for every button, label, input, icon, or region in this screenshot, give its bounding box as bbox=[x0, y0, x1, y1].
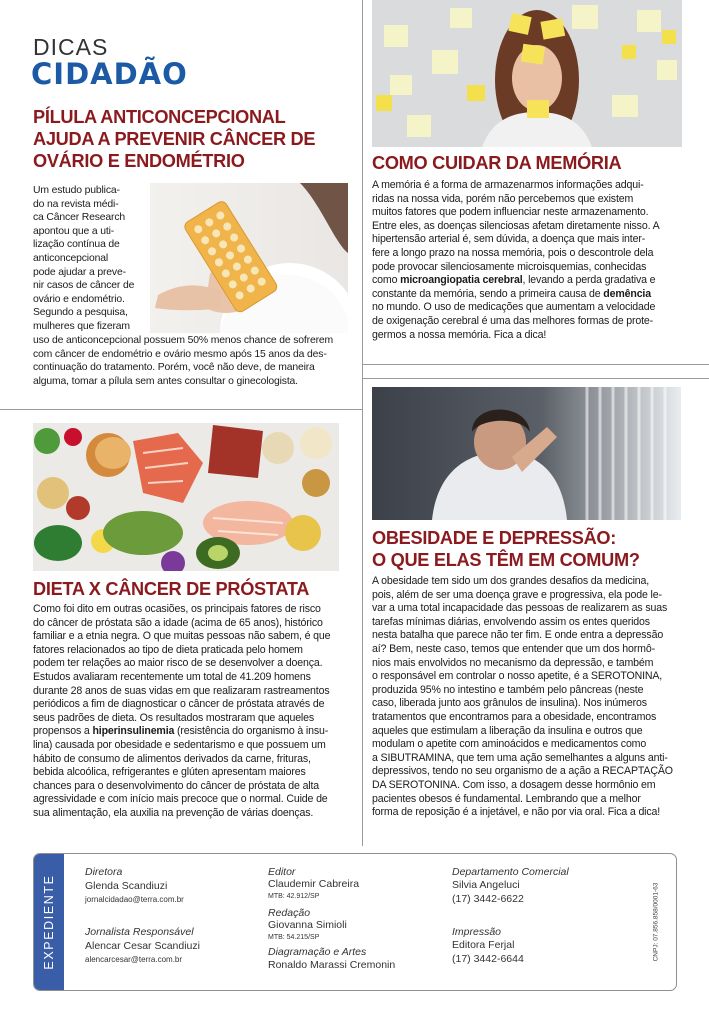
jornalista-email: alencarcesar@terra.com.br bbox=[85, 955, 183, 964]
editor-role: Editor bbox=[268, 866, 296, 878]
comercial-phone: (17) 3442-6622 bbox=[452, 893, 524, 905]
comercial-role: Departamento Comercial bbox=[452, 866, 569, 878]
editor-name: Claudemir Cabreira bbox=[268, 878, 360, 890]
diagramacao-name: Ronaldo Marassi Cremonin bbox=[268, 959, 396, 971]
masthead-dicas: DICAS bbox=[33, 34, 109, 60]
diretora-name: Glenda Scandiuzi bbox=[85, 880, 168, 892]
jornalista-name: Alencar Cesar Scandiuzi bbox=[85, 940, 200, 952]
expediente-tab bbox=[34, 854, 64, 990]
masthead-cidadao: CIDADÃO bbox=[31, 57, 188, 91]
impressao-phone: (17) 3442-6644 bbox=[452, 953, 524, 965]
expediente-col-3 bbox=[452, 866, 622, 966]
diet-bold-line: propensos a hiperinsulinemia (resistência do organismo à insu- bbox=[33, 725, 329, 738]
pill-article-title: PÍLULA ANTICONCEPCIONAL AJUDA A PREVENIR CÂNCER DE OVÁRIO E ENDOMÉTRIO bbox=[33, 107, 316, 171]
obesity-article-title: OBESIDADE E DEPRESSÃO: O QUE ELAS TÊM EM COMUM? bbox=[372, 528, 640, 570]
healthy-food-photo bbox=[33, 423, 339, 571]
cnpj-text: CNPJ: 07.856.858/0001-63 bbox=[652, 882, 660, 962]
obesity-article-body: A obesidade tem sido um dos grandes desafios da medicina, pois, além de ser uma doença grave e progressiva, ela pode le- var a uma total incapacidade das pessoas de realizarem as suas tarefas mínimas diárias, envolvendo assim os entes queridos nesta batalha que parece não ter fim. E onde entra a depressão aí? Bem, neste caso, temos que entender que um dos hormô- nios mais envolvidos no mecanismo da depressão, e também o responsável em controlar o nosso apetite, é a SEROTONINA, produzida 95% no intestino e também pelo pâncreas (neste caso, liberada junto aos grânulos de insulina). Nos inúmeros tratamentos que encontramos para a obesidade, encontramos aqueles que estimulam a liberação da insulina e outros que modulam o apetite com aminoácidos e medicamentos como a SIBUTRAMINA, que tem uma ação semelhantes a alguns anti- depressivos, tendo no seu organismo de a ação a RECAPTAÇÃO DA SEROTONINA. Com isso, a dosagem desse hormônio em pacientes obesos é fundamental. Lembrando que a melhor forma de reposição é a injetável, e não por via oral. Fica a dica! bbox=[372, 575, 673, 819]
memory-article-body: A memória é a forma de armazenarmos informações adqui- ridas na nossa vida, porém não percebemos que existem muitos fatores que podem influenciar neste armazenamento. Entre eles, as doenças silenciosas afetam diretamente nisso. A hipertensão arterial é, sem dúvida, a doença que mais inter- fere a longo prazo na nossa memória, pois o descontrole dela pode provocar silenciosamente microisquemias, conhecidas como microangiopatia cerebral, levando a perda gradativa e constante da memória, sendo a primeira causa de demência no mundo. O uso de medicações que aumentam a velocidade de oxigenação cerebral é uma das melhores formas de prote- germos a nossa memória. Fica a dica! bbox=[372, 179, 682, 342]
depressed-woman-photo bbox=[372, 387, 681, 520]
memory-article-frame bbox=[362, 0, 709, 365]
impressao-role: Impressão bbox=[452, 926, 502, 938]
diretora-role: Diretora bbox=[85, 866, 123, 878]
woman-holding-pills-illustration bbox=[150, 183, 348, 333]
jornalista-role: Jornalista Responsável bbox=[85, 926, 194, 938]
comercial-name: Silvia Angeluci bbox=[452, 879, 520, 891]
memory-bold-line-2: constante da memória, sendo a primeira causa de demência bbox=[372, 287, 651, 300]
expediente-col-2 bbox=[268, 866, 448, 972]
expediente-tab-label: EXPEDIENTE bbox=[42, 874, 56, 970]
editor-mtb: MTB: 42.912/SP bbox=[268, 893, 320, 900]
woman-at-window-illustration bbox=[372, 387, 681, 520]
contraceptive-pill-photo bbox=[150, 183, 348, 333]
diretora-email: jornalcidadao@terra.com.br bbox=[85, 895, 184, 904]
expediente-col-1 bbox=[85, 866, 265, 967]
impressao-name: Editora Ferjal bbox=[452, 939, 515, 951]
memory-bold-line-1: como microangiopatia cerebral, levando a perda gradativa e bbox=[372, 274, 656, 287]
diet-article-body: Como foi dito em outras ocasiões, os principais fatores de risco do câncer de próstata são a idade (acima de 65 anos), histórico familiar e a etnia negra. O que muitas pessoas não sabem, é que fatores relacionados ao tipo de dieta praticada pelo homem podem ter relações ao maior risco de se desenvolver a doença. Estudos avaliaram recentemente um total de 41.209 homens durante 28 anos de suas vidas em que realizaram rastreamentos periódicos a fim de diagnosticar o câncer de próstata através de seus padrões de dieta. Os resultados mostraram que aqueles propensos a hiperinsulinemia (resistência do organismo à insu- lina) causada por obesidade e sedentarismo e que possuem um hábito de consumo de alimentos derivados da carne, frituras, bebida alcoólica, refrigerantes e glúten apresentam maiores chances para o desenvolvimento do câncer de próstata de alta agressividade e com início mais precoce que o normal. Cuide de sua alimentação, ela auxilia na prevenção de várias doenças. bbox=[33, 603, 345, 821]
pill-article-body-narrow: Um estudo publica- do na revista médi- ca Câncer Research apontou que a uti- lização contínua de anticoncepcional pode ajudar a preve- nir casos de câncer de ovário e endométrio. Segundo a pesquisa, mulheres que fizeram bbox=[33, 185, 135, 332]
food-spread-illustration bbox=[33, 423, 339, 571]
diagramacao-role: Diagramação e Artes bbox=[268, 946, 367, 958]
redacao-role: Redação bbox=[268, 907, 311, 919]
memory-article-title: COMO CUIDAR DA MEMÓRIA bbox=[372, 153, 622, 173]
redacao-name: Giovanna Simioli bbox=[268, 919, 347, 931]
diet-article-title: DIETA X CÂNCER DE PRÓSTATA bbox=[33, 579, 310, 599]
redacao-mtb: MTB: 54.215/SP bbox=[268, 934, 320, 941]
pill-article-body-wide: uso de anticoncepcional possuem 50% menos chance de sofrerem com câncer de endométrio e ovário mesmo após 15 anos da des- continuação do tratamento. Porém, você não deve, de maneira alguma, tomar a pílula sem antes consultar o ginecologista. bbox=[33, 335, 334, 387]
